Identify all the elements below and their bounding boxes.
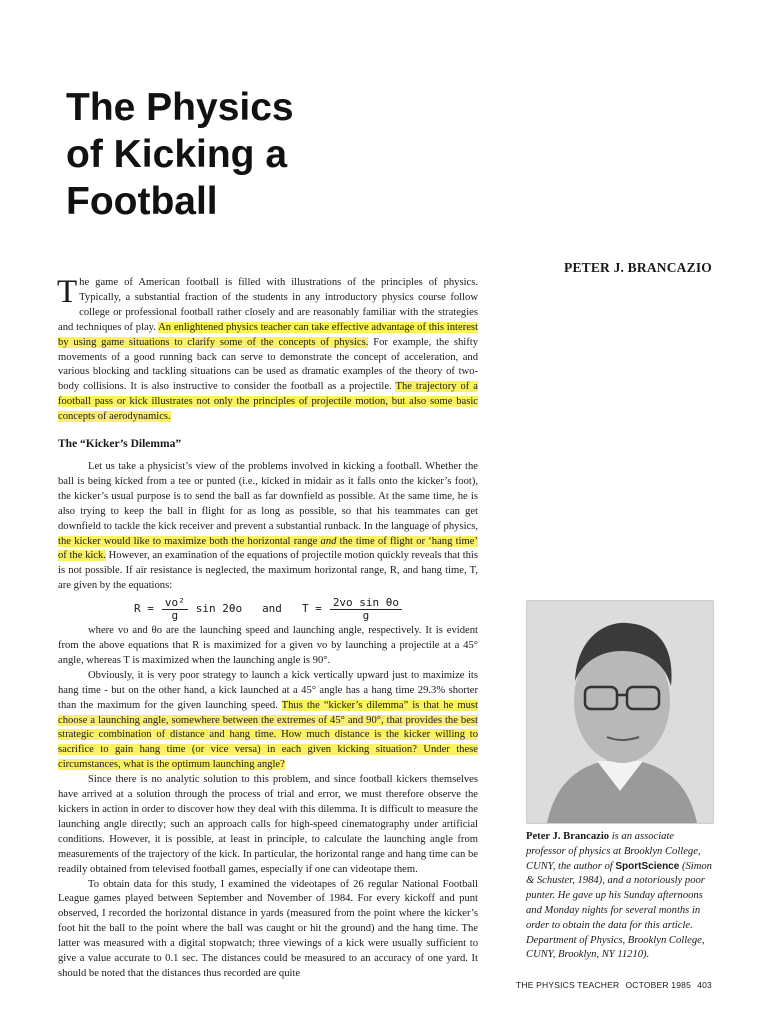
fraction: $\frac{\text{vo²}}{g}$: [162, 597, 188, 622]
section-heading: The “Kicker’s Dilemma”: [58, 438, 182, 451]
page-footer: [516, 980, 712, 990]
journal-name: THE PHYSICS TEACHER: [516, 980, 620, 990]
issue-date: OCTOBER 1985: [625, 980, 692, 990]
title-line: The Physics: [66, 86, 294, 129]
highlight: The trajectory of a football pass or kick illustrates not only the principles of projectile motion, but also some basic concepts of aerodynamics.: [58, 381, 478, 423]
body-paragraph: Obviously, it is very poor strategy to launch a kick vertically upward just to maximize its hang time - but on the other hand, a kick launched at a 45° angle has a hang time 29.3% shorter than the maximum for the given launching speed. Thus the “kicker’s dilemma” is that he must choose a launching angle, somewhere between the extremes of 45° and 90°, that provides the best strategic combination of distance and hang time. How much distance is the kicker willing to sacrifice to gain hang time (or vice versa) in each given kicking situation? Under these circumstances, what is the optimum launching angle?: [58, 669, 478, 771]
author-portrait-image: [527, 601, 713, 823]
body-paragraph: Let us take a physicist’s view of the problems involved in kicking a football. Whether the ball is being kicked from a tee or punted (i.e., kicked in midair as it falls onto the kicker’s foot), the kicker’s usual purpose is to send the ball as far downfield as possible. At the same time, he is also trying to keep the ball in flight for as long as possible, so that his teammates can get downfield to tackle the kick receiver and prevent a substantial runback. In the language of physics, the kicker would like to maximize both the horizontal range and the time of flight or ‘hang time’ of the kick. However, an examination of the equations of projectile motion quickly reveals that this is not possible. If air resistance is neglected, the maximum horizontal range, R, and hang time, T, are given by the equations:: [58, 460, 479, 592]
drop-cap: T: [57, 274, 78, 310]
author-byline: PETER J. BRANCAZIO: [564, 260, 712, 275]
highlight: the kicker would like to maximize both the horizontal range and the time of flight or ‘hang time’ of the kick.: [58, 535, 479, 562]
author-caption: Peter J. Brancazio is an associate professor of physics at Brooklyn College, CUNY, the author of SportScience (Simon & Schuster, 1984), and a notoriously poor punter. He gave up his Sunday afternoons and Monday nights for several months in order to obtain the data for this article. Department of Physics, Brooklyn College, CUNY, Brooklyn, NY 11210).: [526, 831, 712, 961]
highlight: An enlightened physics teacher can take effective advantage of this interest by using game situations to clarify some of the concepts of physics.: [58, 321, 478, 348]
title-line: Football: [66, 180, 218, 223]
body-paragraph: To obtain data for this study, I examined the videotapes of 26 regular National Football League games played between September and November of 1984. For every kickoff and punt observed, I recorded the horizontal distance in yards (measured from the point where the kicker’s foot hit the ball to the point where the ball was caught or hit the ground) and the hang time. The latter was measured with a digital stopwatch; three viewings of a kick were usually sufficient to give a value accurate to 0.1 sec. The distances could be measured to an accuracy of one yard. It should be noted that the distances thus recorded are quite: [58, 878, 478, 979]
intro-paragraph: The game of American football is filled with illustrations of the principles of physics. Typically, a substantial fraction of the students in any introductory physics course follow college or professional football rather closely and are reasonably familiar with the strategies and techniques of play. An enlightened physics teacher can take effective advantage of this interest by using game situations to clarify some of the concepts of physics. For example, the shifty movements of a good running back can serve to demonstrate the concept of acceleration, and various blocking and tackling situations can be used as dramatic examples of the theory of two-body collisions. It is also instructive to consider the football as a projectile. The trajectory of a football pass or kick illustrates not only the principles of projectile motion, but also some basic concepts of aerodynamics.: [57, 274, 478, 423]
article-body: [58, 276, 478, 982]
title-line: of Kicking a: [66, 133, 288, 176]
highlight: Thus the “kicker’s dilemma” is that he must choose a launching angle, somewhere between the extremes of 45° and 90°, that provides the best strategic combination of distance and hang time. How much distance is the kicker willing to sacrifice to gain hang time (or vice versa) in each given kicking situation? Under these circumstances, what is the optimum launching angle?: [58, 699, 478, 771]
body-paragraph: where vo and θo are the launching speed and launching angle, respectively. It is evident from the above equations that R is maximized for a given vo by launching a projectile at a 45° angle, whereas T is maximized when the launching angle is 90°.: [58, 625, 478, 666]
page-number: 403: [697, 980, 712, 990]
fraction: $\frac{\text{2vo sin θo}}{g}$: [330, 597, 402, 622]
equation: R = $\frac{\text{vo²}}{g}$ sin 2θo and T = $\frac{\text{2vo sin θo}}{g}$: [58, 594, 478, 624]
author-photo: [526, 600, 714, 824]
body-paragraph: Since there is no analytic solution to this problem, and since football kickers themselves have arrived at a solution through the process of trial and error, we must therefore observe the kickers in action in order to discover how they deal with this dilemma. It is difficult to measure the launching angle directly; such an approach calls for high-speed cinematography under artificial conditions. However, it is possible, at least in principle, to calculate the launching angle from measurements of the trajectory of the kick. In particular, the horizontal range and hang time can be readily obtained from televised football games, especially if one can videotape them.: [58, 774, 478, 875]
article-title: [66, 84, 396, 225]
